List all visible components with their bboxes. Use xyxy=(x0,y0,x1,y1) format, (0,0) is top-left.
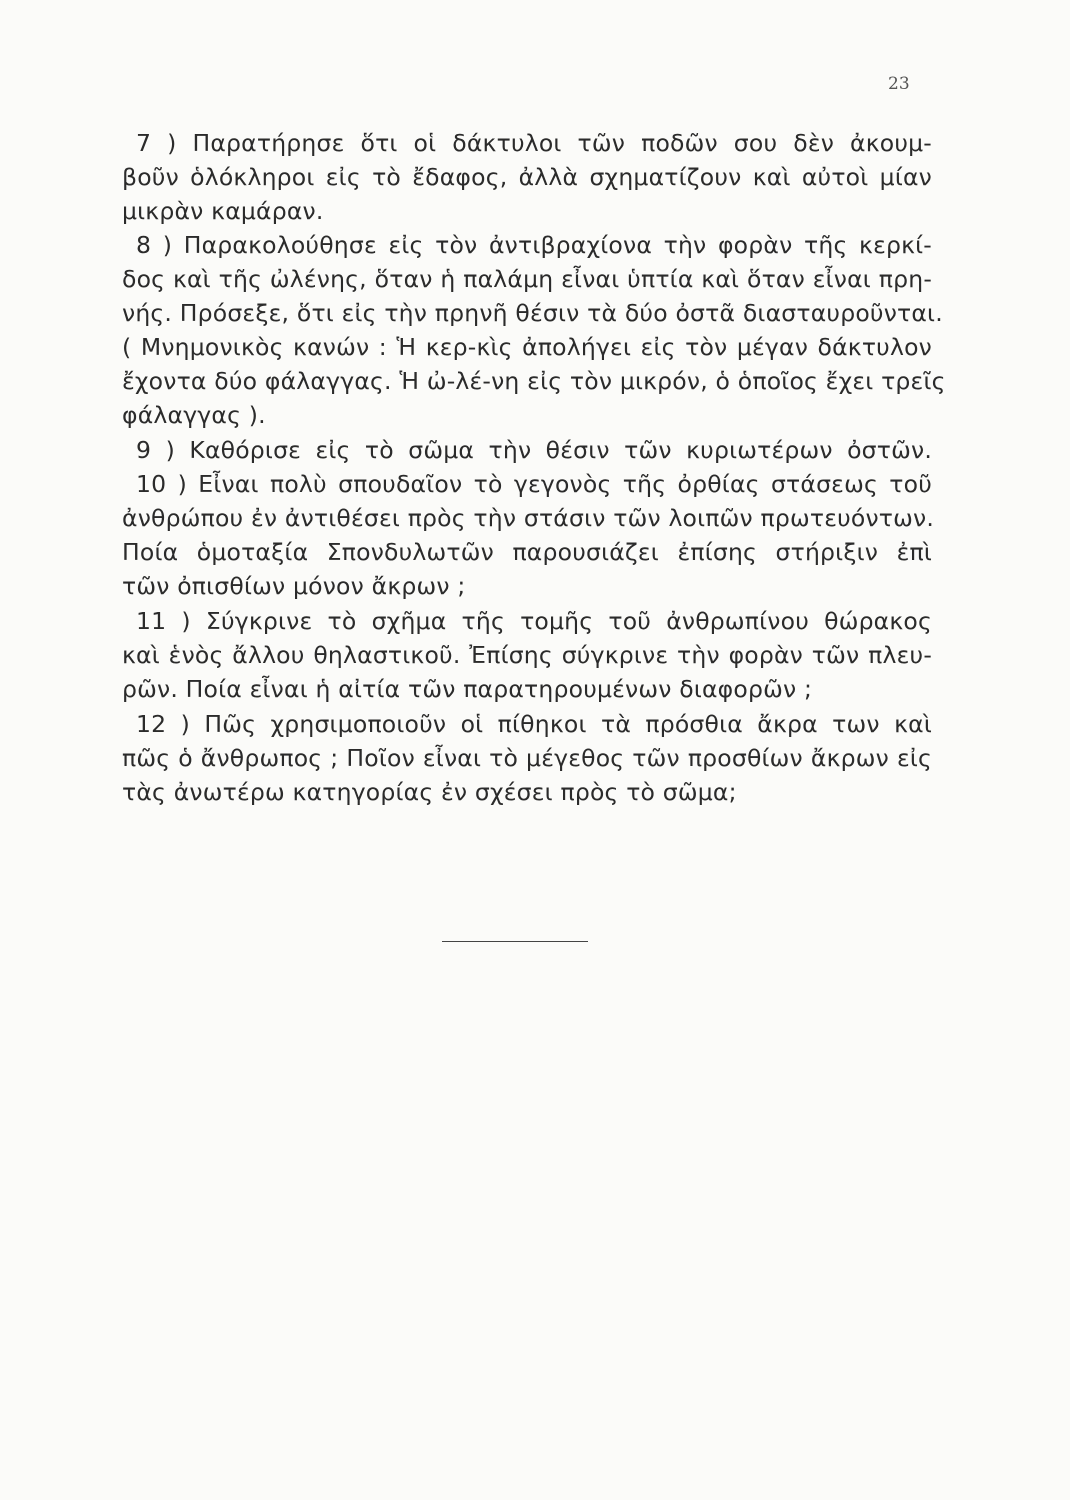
text-line: ρῶν. Ποία εἶναι ἡ αἰτία τῶν παρατηρουμένων διαφορῶν ; xyxy=(122,675,813,703)
text-line: μικρὰν καμάραν. xyxy=(122,197,324,225)
section-divider xyxy=(442,941,588,942)
text-line: ( Μνημονικὸς κανών : Ἡ κερ-κὶς ἀπολήγει εἰς τὸν μέγαν δάκτυλον xyxy=(122,333,932,361)
text-line: ἀνθρώπου ἐν ἀντιθέσει πρὸς τὴν στάσιν τῶν λοιπῶν πρωτευόντων. xyxy=(122,504,935,532)
text-line: δος καὶ τῆς ὠλένης, ὅταν ἡ παλάμη εἶναι ὑπτία καὶ ὅταν εἶναι πρη- xyxy=(122,265,932,293)
text-line: 11 ) Σύγκρινε τὸ σχῆμα τῆς τομῆς τοῦ ἀνθρωπίνου θώρακος xyxy=(136,607,932,635)
text-line: βοῦν ὁλόκληροι εἰς τὸ ἔδαφος, ἀλλὰ σχηματίζουν καὶ αὐτοὶ μίαν xyxy=(122,163,932,191)
text-line: νής. Πρόσεξε, ὅτι εἰς τὴν πρηνῆ θέσιν τὰ δύο ὀστᾶ διασταυροῦνται. xyxy=(122,299,943,327)
text-line: 7 ) Παρατήρησε ὅτι οἱ δάκτυλοι τῶν ποδῶν σου δὲν ἀκουμ- xyxy=(136,129,932,157)
text-line: τὰς ἀνωτέρω κατηγορίας ἐν σχέσει πρὸς τὸ σῶμα; xyxy=(122,778,737,806)
text-line: 9 ) Καθόρισε εἰς τὸ σῶμα τὴν θέσιν τῶν κυριωτέρων ὀστῶν. xyxy=(136,436,932,464)
text-line: καὶ ἑνὸς ἄλλου θηλαστικοῦ. Ἐπίσης σύγκρινε τὴν φορὰν τῶν πλευ- xyxy=(122,641,932,669)
text-line: 10 ) Εἶναι πολὺ σπουδαῖον τὸ γεγονὸς τῆς ὀρθίας στάσεως τοῦ xyxy=(136,470,932,498)
page-number: 23 xyxy=(888,74,910,94)
text-line: Ποία ὁμοταξία Σπονδυλωτῶν παρουσιάζει ἐπίσης στήριξιν ἐπὶ xyxy=(122,538,932,566)
text-line: ἔχοντα δύο φάλαγγας. Ἡ ὠ-λέ-νη εἰς τὸν μικρόν, ὁ ὁποῖος ἔχει τρεῖς xyxy=(122,367,946,395)
text-line: τῶν ὀπισθίων μόνον ἄκρων ; xyxy=(122,572,466,600)
text-line: φάλαγγας ). xyxy=(122,401,266,429)
text-line: 8 ) Παρακολούθησε εἰς τὸν ἀντιβραχίονα τὴν φορὰν τῆς κερκί- xyxy=(136,231,932,259)
text-line: πῶς ὁ ἄνθρωπος ; Ποῖον εἶναι τὸ μέγεθος τῶν προσθίων ἄκρων εἰς xyxy=(122,744,932,772)
text-line: 12 ) Πῶς χρησιμοποιοῦν οἱ πίθηκοι τὰ πρόσθια ἄκρα των καὶ xyxy=(136,710,932,738)
